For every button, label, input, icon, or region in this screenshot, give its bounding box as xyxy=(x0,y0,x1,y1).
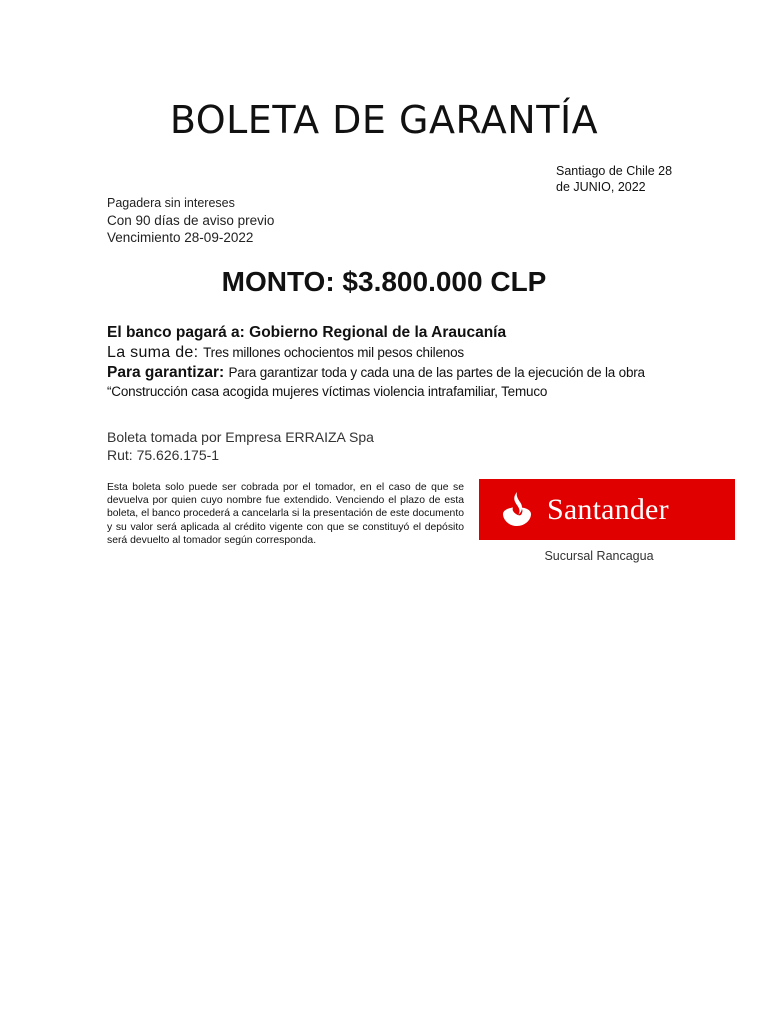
sum-row xyxy=(107,343,707,363)
sum-value: Tres millones ochocientos mil pesos chilenos xyxy=(203,345,464,360)
document-title: BOLETA DE GARANTÍA xyxy=(169,98,599,142)
beneficiary-label: El banco pagará a: xyxy=(107,324,250,341)
place-and-date xyxy=(556,163,686,195)
issuer-info xyxy=(107,428,374,464)
santander-flame-icon xyxy=(499,490,535,530)
guarantee-row xyxy=(107,363,707,383)
payment-terms xyxy=(107,195,274,246)
guarantee-continuation: “Construcción casa acogida mujeres víctimas violencia intrafamiliar, Temuco xyxy=(107,384,548,399)
legal-notice: Esta boleta solo puede ser cobrada por el tomador, en el caso de que se devuelva por quien cuyo nombre fue extendido. Venciendo el plazo de esta boleta, el banco procederá a cancelarla si la presentación de este documento y su valor será aplicada al crédito vigente con que se constituyó el depósito será devuelto al tomador según corresponda. xyxy=(107,482,464,546)
guarantee-value: Para garantizar toda y cada una de las partes de la ejecución de la obra xyxy=(228,365,645,380)
term-notice-period: Con 90 días de aviso previo xyxy=(107,213,275,228)
guarantee-label: Para garantizar: xyxy=(107,364,229,381)
beneficiary-row xyxy=(107,323,707,343)
guarantee-details xyxy=(107,323,707,401)
bank-name: Santander xyxy=(547,492,669,526)
amount-heading: MONTO: $3.800.000 CLP xyxy=(221,266,547,297)
place-date-line-1: Santiago de Chile 28 xyxy=(556,164,673,178)
beneficiary-value: Gobierno Regional de la Araucanía xyxy=(249,324,507,341)
bank-branch: Sucursal Rancagua xyxy=(544,549,654,563)
term-expiration: Vencimiento 28-09-2022 xyxy=(107,230,254,245)
issuer-rut: Rut: 75.626.175-1 xyxy=(107,447,220,463)
bank-logo xyxy=(479,479,735,540)
sum-label: La suma de: xyxy=(107,344,204,361)
term-no-interest: Pagadera sin intereses xyxy=(107,196,235,210)
place-date-line-2: de JUNIO, 2022 xyxy=(556,180,646,194)
issuer-company: Boleta tomada por Empresa ERRAIZA Spa xyxy=(107,429,374,445)
